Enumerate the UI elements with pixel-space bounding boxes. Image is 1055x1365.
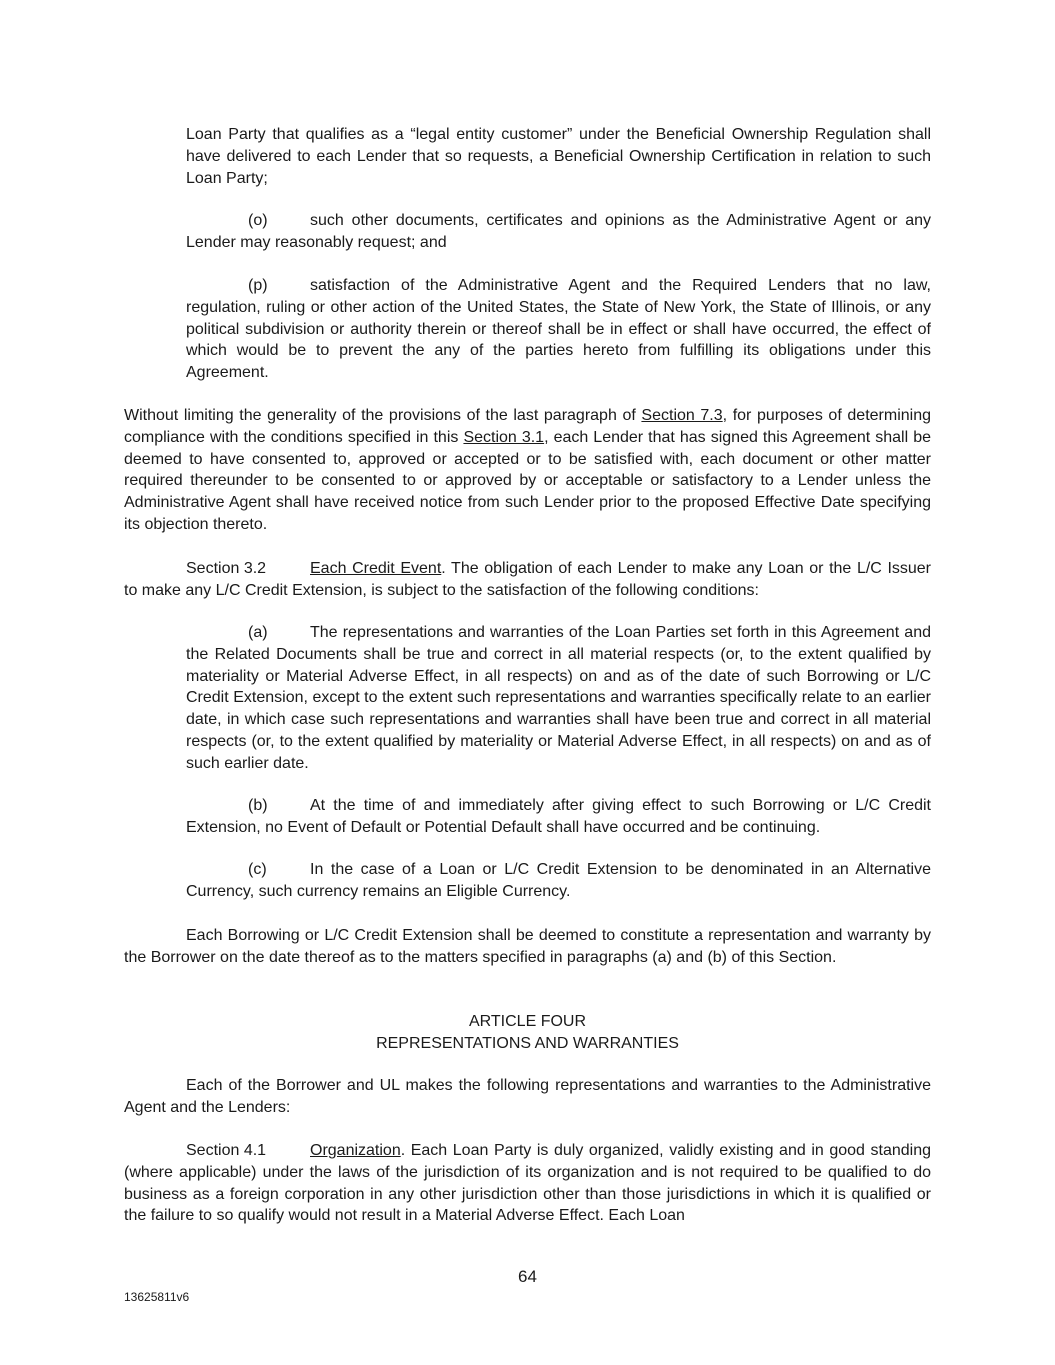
section-3-1-link[interactable]: Section 3.1 — [463, 428, 545, 446]
paragraph-beneficial-ownership: Loan Party that qualifies as a “legal entity customer” under the Beneficial Ownership Regulation shall have delivered to each Lender that so requests, a Beneficial Ownership Certification in relation to such Loan Party; — [186, 126, 931, 187]
clause-b-label: (b) — [248, 797, 268, 814]
clause-p-text: satisfaction of the Administrative Agent and the Required Lenders that no law, regulation, ruling or other action of the United States, the State of New York, the State of Illinois, or any political subdivision or authority therein or thereof shall be in effect or shall have occurred, the effect of which would be to prevent the any of the parties hereto from fulfilling its obligations under this Agreement. — [186, 277, 931, 382]
clause-c — [186, 859, 931, 903]
clause-o-text: such other documents, certificates and opinions as the Administrative Agent or any Lender may reasonably request; and — [186, 212, 931, 251]
section-4-1-title: Organization — [310, 1142, 401, 1159]
section-7-3-link[interactable]: Section 7.3 — [641, 407, 723, 424]
paragraph-each-borrowing: Each Borrowing or L/C Credit Extension shall be deemed to constitute a representation and warranty by the Borrower on the date thereof as to the matters specified in paragraphs (a) and (b) of this Section. — [124, 927, 931, 966]
clause-a — [186, 622, 931, 775]
section-3-2-title: Each Credit Event — [310, 560, 442, 577]
page-number: 64 — [518, 1267, 537, 1286]
clause-c-label: (c) — [248, 861, 267, 878]
clause-p-label: (p) — [248, 277, 268, 294]
clause-o — [186, 210, 931, 254]
clause-p — [186, 275, 931, 384]
clause-b — [186, 795, 931, 839]
section-3-2: Section 3.2 Each Credit Event. The obligation of each Lender to make any Loan or the L/C Issuer to make any L/C Credit Extension, is subject to the satisfaction of the following conditions: — [124, 560, 932, 599]
paragraph-each-of-borrower: Each of the Borrower and UL makes the following representations and warranties to the Administrative Agent and the Lenders: — [124, 1077, 931, 1116]
clause-b-text: At the time of and immediately after giving effect to such Borrowing or L/C Credit Extension, no Event of Default or Potential Default shall have occurred and be continuing. — [186, 797, 931, 836]
clause-o-label: (o) — [248, 212, 268, 229]
section-4-1-number: Section 4.1 — [186, 1142, 267, 1159]
clause-a-label: (a) — [248, 624, 268, 641]
document-id: 13625811v6 — [124, 1290, 190, 1304]
section-4-1: Section 4.1 Organization. Each Loan Party is duly organized, validly existing and in good standing (where applicable) under the laws of the jurisdiction of its organization and is not required to be qualified to do business as a foreign corporation in any other jurisdiction other than those jurisdictions in which it is qualified or the failure to so qualify would not result in a Material Adverse Effect. Each Loan — [124, 1142, 931, 1225]
paragraph-without-limiting: Without limiting the generality of the provisions of the last paragraph of Section 7.3, for purposes of determining compliance with the conditions specified in this Section 3.1, each Lender that has signed this Agreement shall be deemed to have consented to, approved or accepted or to be satisfied with, each document or other matter required thereunder to be consented to or approved by or acceptable or satisfactory to a Lender unless the Administrative Agent shall have received notice from such Lender prior to the proposed Effective Date specifying its objection thereto. — [124, 407, 931, 533]
clause-c-text: In the case of a Loan or L/C Credit Extension to be denominated in an Alternative Currency, such currency remains an Eligible Currency. — [186, 861, 931, 900]
article-subtitle: REPRESENTATIONS AND WARRANTIES — [376, 1035, 679, 1052]
article-title: ARTICLE FOUR — [468, 1013, 587, 1030]
section-3-2-number: Section 3.2 — [186, 560, 267, 577]
clause-a-text: The representations and warranties of the Loan Parties set forth in this Agreement and the Related Documents shall be true and correct in all material respects (or, to the extent qualified by materiality or Material Adverse Effect, in all respects) on and as of the date of such Borrowing or L/C Credit Extension, except to the extent such representations and warranties specifically relate to an earlier date, in which case such representations and warranties shall have been true and correct in all material respects (or, to the extent qualified by materiality or Material Adverse Effect, in all respects) on and as of such earlier date. — [186, 624, 931, 772]
